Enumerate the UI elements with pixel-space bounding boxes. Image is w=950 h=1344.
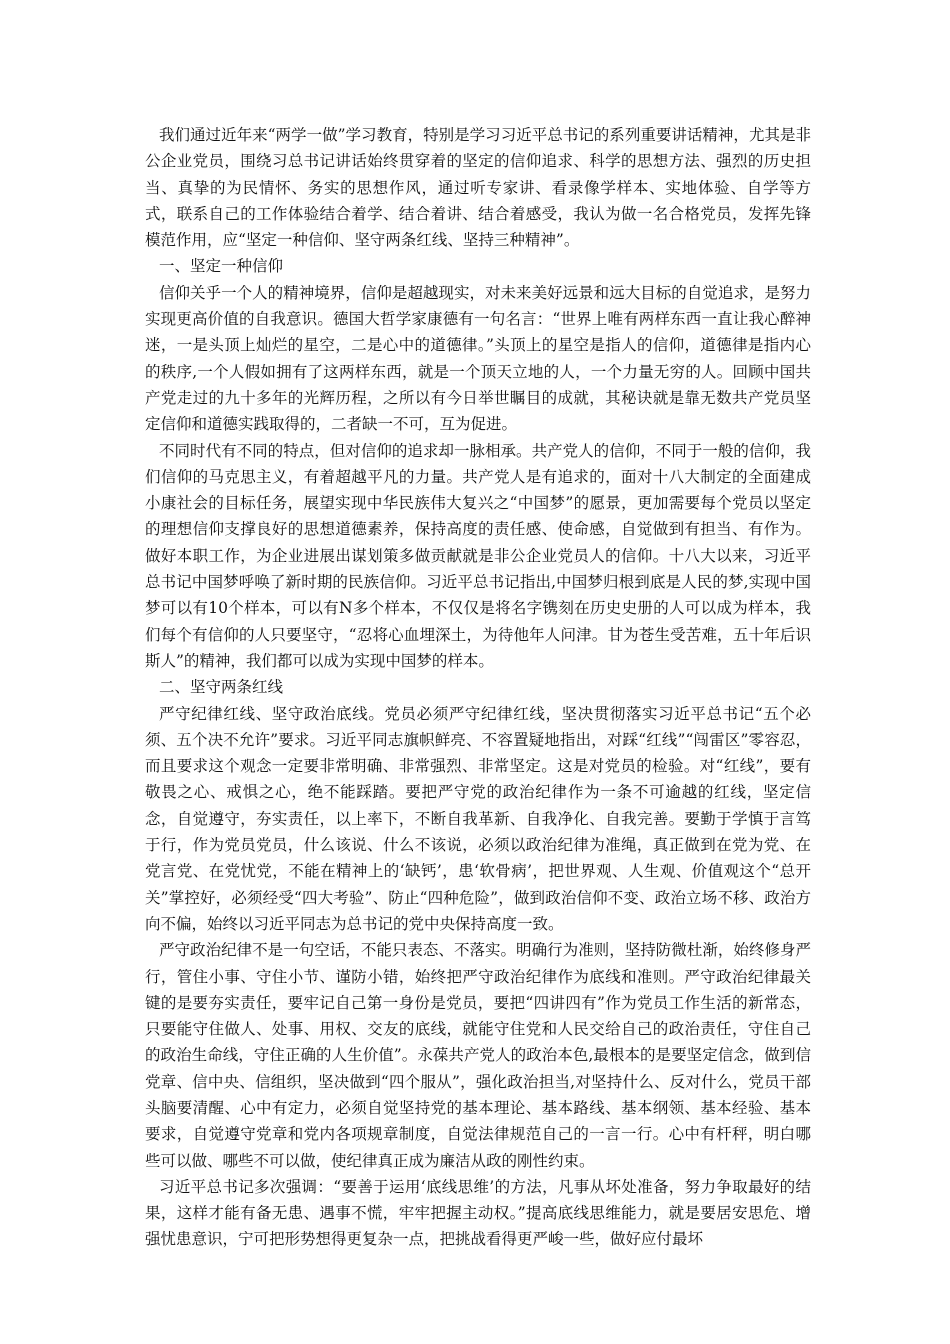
body-paragraph: 严守政治纪律不是一句空话，不能只表态、不落实。明确行为准则，坚持防微杜渐，始终修身严行，管住小事、守住小节、谨防小错，始终把严守政治纪律作为底线和准则。严守政治纪律最关键的是要夯实责任，要牢记自己第一身份是党员，要把“四讲四有”作为党员工作生活的新常态，只要能守住做人、处事、用权、交友的底线，就能守住党和人民交给自己的政治责任，守住自己的政治生命线，守住正确的人生价值”。永葆共产党人的政治本色,最根本的是要坚定信念，做到信党章、信中央、信组织，坚决做到“四个服从”，强化政治担当,对坚持什么、反对什么，党员干部头脑要清醒、心中有定力，必须自觉坚持党的基本理论、基本路线、基本纲领、基本经验、基本要求，自觉遵守党章和党内各项规章制度，自觉法律规范自己的一言一行。心中有杆秤，明白哪些可以做、哪些不可以做，使纪律真正成为廉洁从政的刚性约束。: [145, 941, 811, 1170]
body-paragraph: 习近平总书记多次强调：“要善于运用‘底线思维’的方法，凡事从坏处准备，努力争取最好的结果，这样才能有备无患、遇事不慌，牢牢把握主动权。”提高底线思维能力，就是要居安思危、增强忧患意识，宁可把形势想得更复杂一点，把挑战看得更严峻一些，做好应付最坏: [145, 1177, 811, 1249]
body-paragraph: 严守纪律红线、坚守政治底线。党员必须严守纪律红线，坚决贯彻落实习近平总书记“五个必须、五个决不允许”要求。习近平同志旗帜鲜亮、不容置疑地指出，对踩“红线”“闯雷区”零容忍，而且要求这个观念一定要非常明确、非常强烈、非常坚定。这是对党员的检验。对“红线”，要有敬畏之心、戒惧之心，绝不能踩踏。要把严守党的政治纪律作为一条不可逾越的红线，坚定信念，自觉遵守，夯实责任，以上率下，不断自我革新、自我净化、自我完善。要勤于学慎于言笃于行，作为党员党员，什么该说、什么不该说，必须以政治纪律为准绳，真正做到在党为党、在党言党、在党忧党，不能在精神上的‘缺钙’，患‘软骨病’，把世界观、人生观、价值观这个“总开关”掌控好，必须经受“四大考验”、防止“四种危险”，做到政治信仰不变、政治立场不移、政治方向不偏，始终以习近平同志为总书记的党中央保持高度一致。: [145, 704, 811, 933]
intro-paragraph: 我们通过近年来“两学一做”学习教育，特别是学习习近平总书记的系列重要讲话精神，尤其是非公企业党员，围绕习总书记讲话始终贯穿着的坚定的信仰追求、科学的思想方法、强烈的历史担当、真挚的为民情怀、务实的思想作风，通过听专家讲、看录像学样本、实地体验、自学等方式，联系自己的工作体验结合着学、结合着讲、结合着感受，我认为做一名合格党员，发挥先锋模范作用，应“坚定一种信仰、坚守两条红线、坚持三种精神”。: [145, 126, 811, 250]
document-body: [145, 122, 811, 1253]
section-heading-1: 一、坚定一种信仰: [159, 257, 284, 276]
body-paragraph: 不同时代有不同的特点，但对信仰的追求却一脉相承。共产党人的信仰，不同于一般的信仰，我们信仰的马克思主义，有着超越平凡的力量。共产党人是有追求的，面对十八大制定的全面建成小康社会的目标任务，展望实现中华民族伟大复兴之“中国梦”的愿景，更加需要每个党员以坚定的理想信仰支撑良好的思想道德素养，保持高度的责任感、使命感，自觉做到有担当、有作为。做好本职工作，为企业进展出谋划策多做贡献就是非公企业党员人的信仰。十八大以来，习近平总书记中国梦呼唤了新时期的民族信仰。习近平总书记指出,中国梦归根到底是人民的梦,实现中国梦可以有10个样本，可以有N多个样本，不仅仅是将名字镌刻在历史史册的人可以成为样本，我们每个有信仰的人只要坚守，“忍将心血埋深土，为待他年人问津。甘为苍生受苦难，五十年后识斯人”的精神，我们都可以成为实现中国梦的样本。: [145, 441, 811, 670]
section-heading-2: 二、坚守两条红线: [159, 678, 284, 697]
body-paragraph: 信仰关乎一个人的精神境界，信仰是超越现实，对未来美好远景和远大目标的自觉追求，是努力实现更高价值的自我意识。德国大哲学家康德有一句名言：“世界上唯有两样东西一直让我心醉神迷，一是头顶上灿烂的星空，二是心中的道德律。”头顶上的星空是指人的信仰，道德律是指内心的秩序,一个人假如拥有了这两样东西，就是一个顶天立地的人，一个力量无穷的人。回顾中国共产党走过的九十多年的光辉历程，之所以有今日举世瞩目的成就，其秘诀就是靠无数共产党员坚定信仰和道德实践取得的，二者缺一不可，互为促进。: [145, 283, 811, 434]
